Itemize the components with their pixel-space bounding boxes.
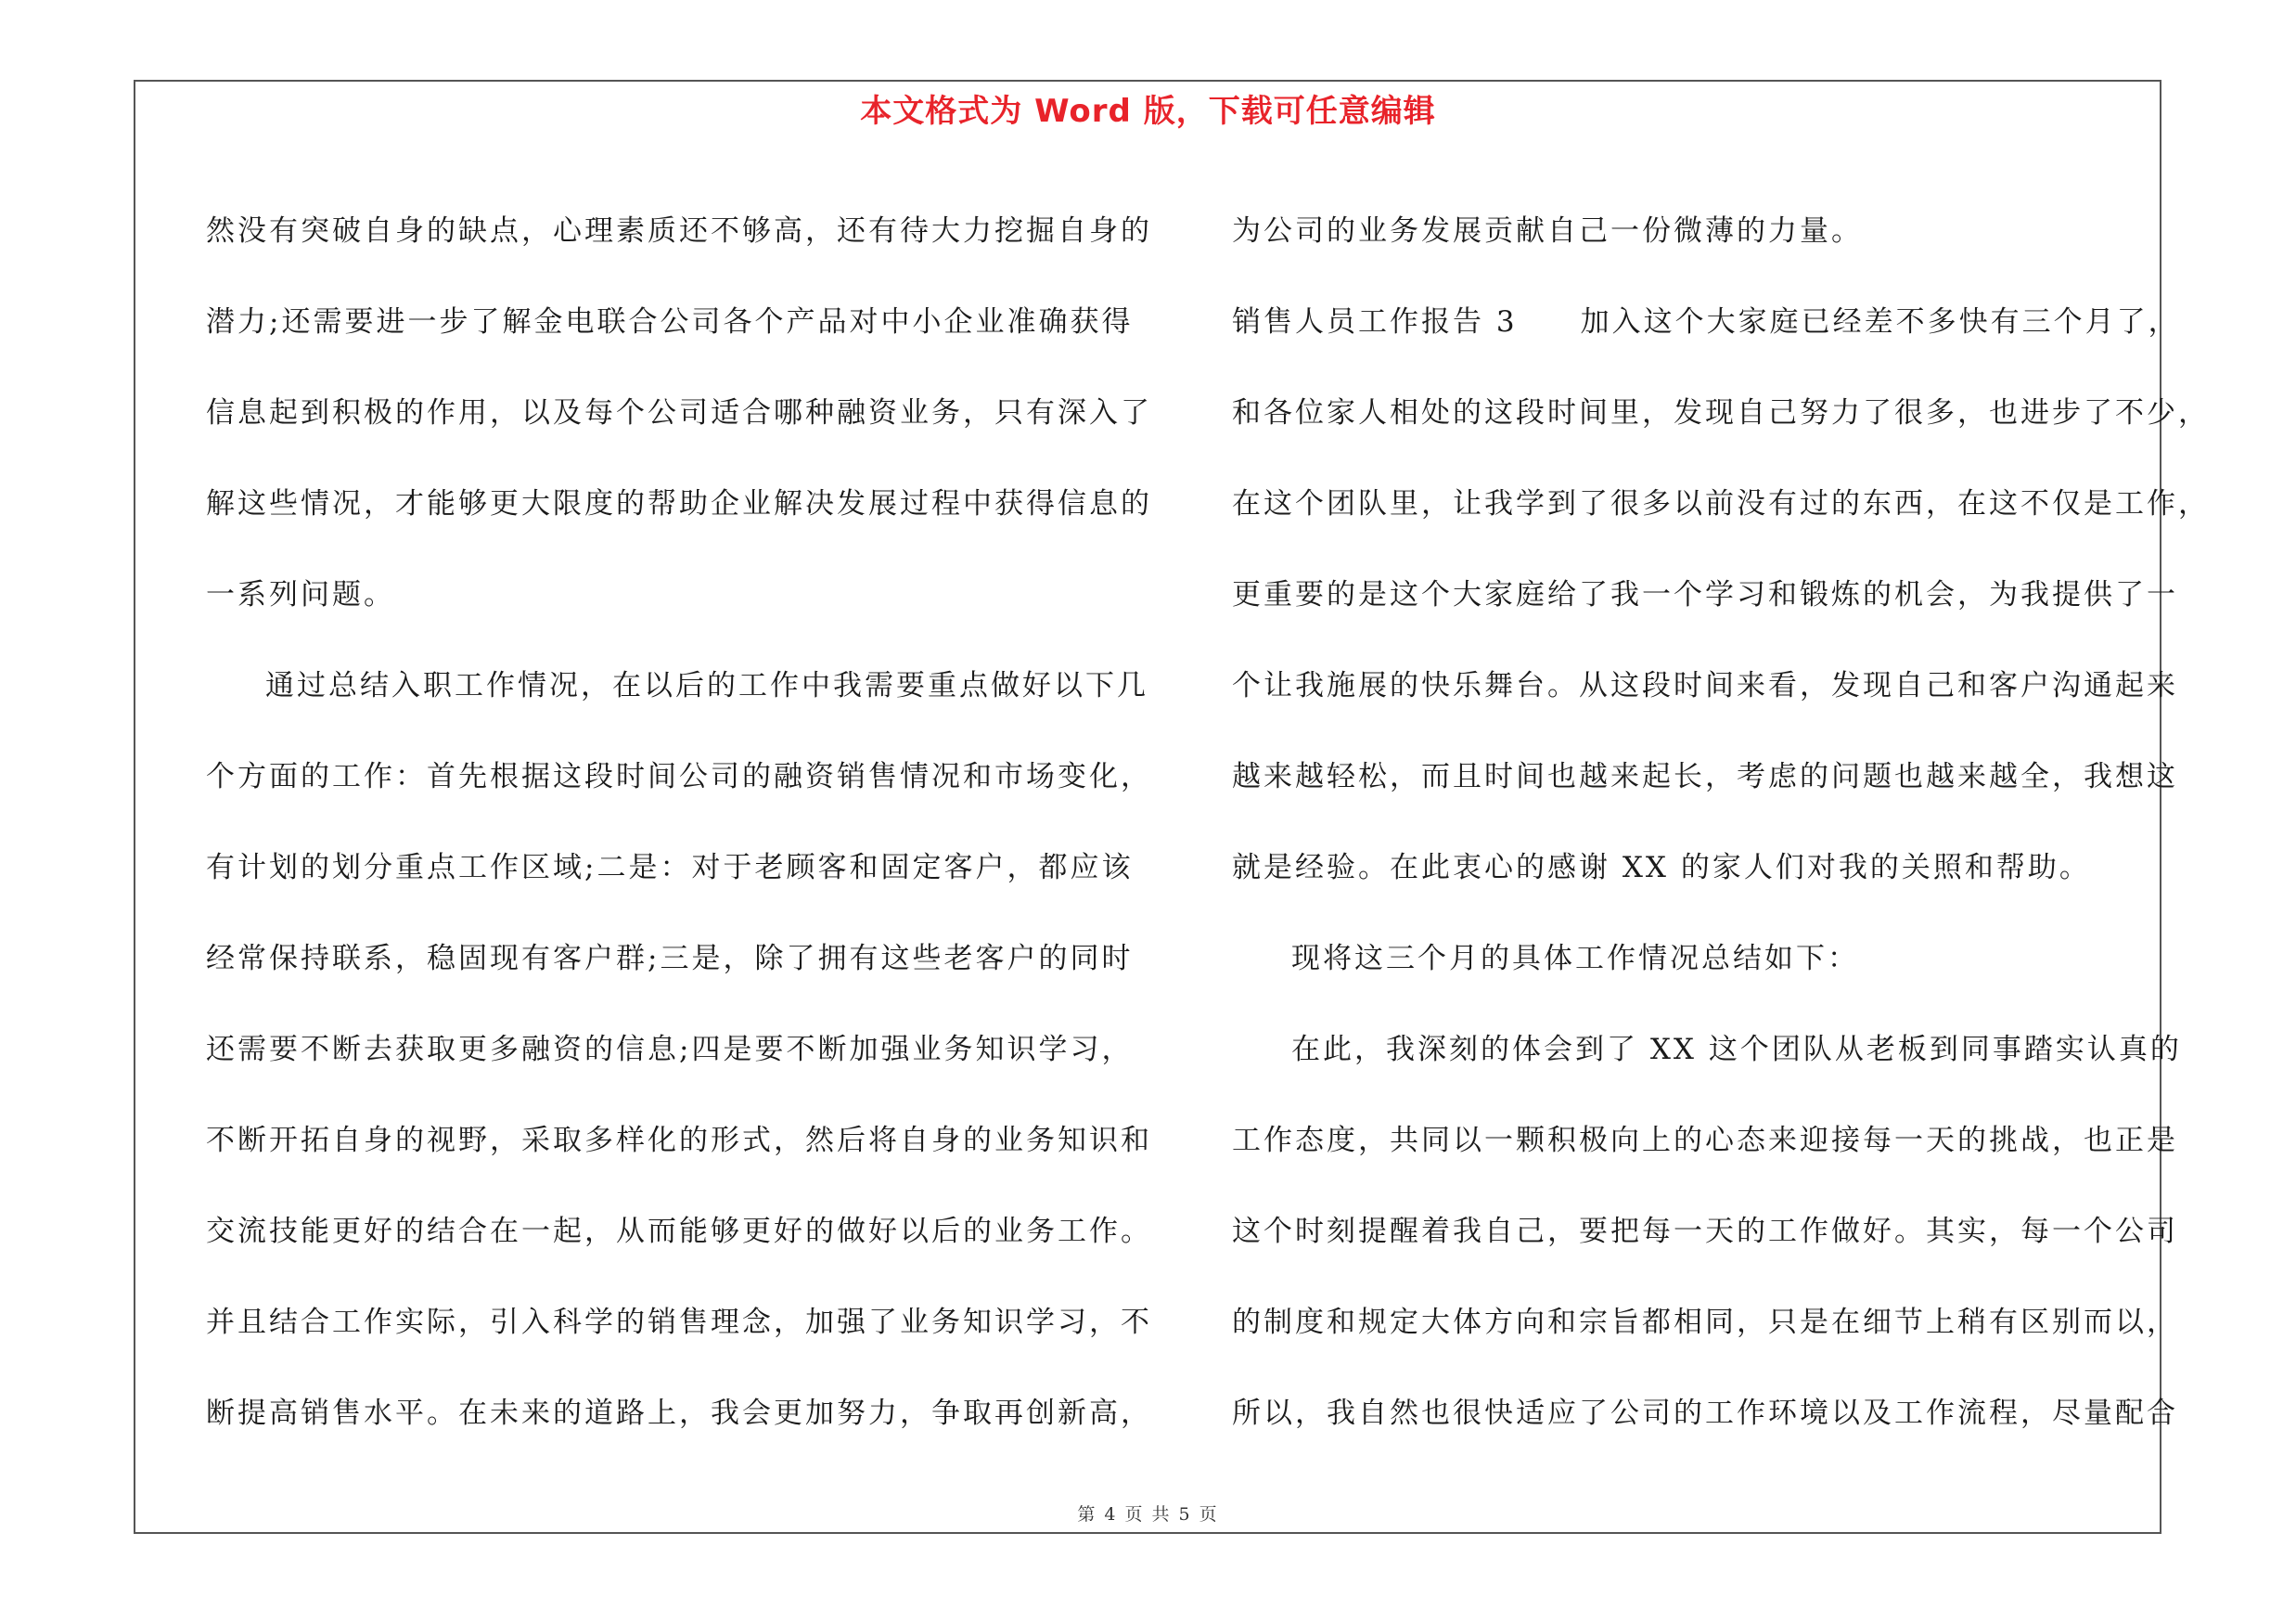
word-format-banner: 本文格式为 Word 版，下载可任意编辑	[860, 93, 1436, 130]
paragraph-line: 信息起到积极的作用，以及每个公司适合哪种融资业务，只有深入了	[206, 396, 1152, 430]
paragraph-line: 断提高销售水平。在未来的道路上，我会更加努力，争取再创新高，	[206, 1397, 1152, 1430]
paragraph-line: 经常保持联系，稳固现有客户群;三是，除了拥有这些老客户的同时	[206, 942, 1134, 975]
paragraph-line: 在此，我深刻的体会到了 XX 这个团队从老板到同事踏实认真的	[1291, 1033, 2182, 1066]
paragraph-line: 解这些情况，才能够更大限度的帮助企业解决发展过程中获得信息的	[206, 487, 1152, 521]
paragraph-line: 现将这三个月的具体工作情况总结如下：	[1291, 942, 1859, 975]
right-text-column	[1232, 186, 2210, 1459]
paragraph-line: 所以，我自然也很快适应了公司的工作环境以及工作流程，尽量配合	[1232, 1397, 2178, 1430]
paragraph-line: 然没有突破自身的缺点，心理素质还不够高，还有待大力挖掘自身的	[206, 214, 1152, 248]
page-number-footer: 第 4 页 共 5 页	[1077, 1504, 1219, 1525]
paragraph-line: 越来越轻松，而且时间也越来起长，考虑的问题也越来越全，我想这	[1232, 760, 2178, 793]
paragraph-line: 在这个团队里，让我学到了很多以前没有过的东西，在这不仅是工作，	[1232, 487, 2210, 521]
paragraph-line: 并且结合工作实际，引入科学的销售理念，加强了业务知识学习，不	[206, 1306, 1152, 1339]
paragraph-line: 就是经验。在此衷心的感谢 XX 的家人们对我的关照和帮助。	[1232, 851, 2091, 884]
paragraph-line: 这个时刻提醒着我自己，要把每一天的工作做好。其实，每一个公司	[1232, 1215, 2178, 1248]
left-text-column	[206, 186, 1152, 1459]
paragraph-line: 更重要的是这个大家庭给了我一个学习和锻炼的机会，为我提供了一	[1232, 578, 2178, 612]
paragraph-line: 交流技能更好的结合在一起，从而能够更好的做好以后的业务工作。	[206, 1215, 1152, 1248]
paragraph-line: 还需要不断去获取更多融资的信息;四是要不断加强业务知识学习，	[206, 1033, 1134, 1066]
paragraph-line: 通过总结入职工作情况，在以后的工作中我需要重点做好以下几	[265, 669, 1148, 702]
paragraph-line: 为公司的业务发展贡献自己一份微薄的力量。	[1232, 214, 1863, 248]
paragraph-line: 和各位家人相处的这段时间里，发现自己努力了很多，也进步了不少，	[1232, 396, 2210, 430]
paragraph-line: 工作态度，共同以一颗积极向上的心态来迎接每一天的挑战，也正是	[1232, 1124, 2178, 1157]
paragraph-line: 不断开拓自身的视野，采取多样化的形式，然后将自身的业务知识和	[206, 1124, 1152, 1157]
report-heading-line: 销售人员工作报告 3 加入这个大家庭已经差不多快有三个月了，	[1232, 305, 2180, 339]
paragraph-line: 的制度和规定大体方向和宗旨都相同，只是在细节上稍有区别而以，	[1232, 1306, 2178, 1339]
paragraph-line: 一系列问题。	[206, 578, 395, 612]
paragraph-line: 潜力;还需要进一步了解金电联合公司各个产品对中小企业准确获得	[206, 305, 1134, 339]
paragraph-line: 个方面的工作：首先根据这段时间公司的融资销售情况和市场变化，	[206, 760, 1152, 793]
paragraph-line: 有计划的划分重点工作区域;二是：对于老顾客和固定客户，都应该	[206, 851, 1134, 884]
paragraph-line: 个让我施展的快乐舞台。从这段时间来看，发现自己和客户沟通起来	[1232, 669, 2178, 702]
